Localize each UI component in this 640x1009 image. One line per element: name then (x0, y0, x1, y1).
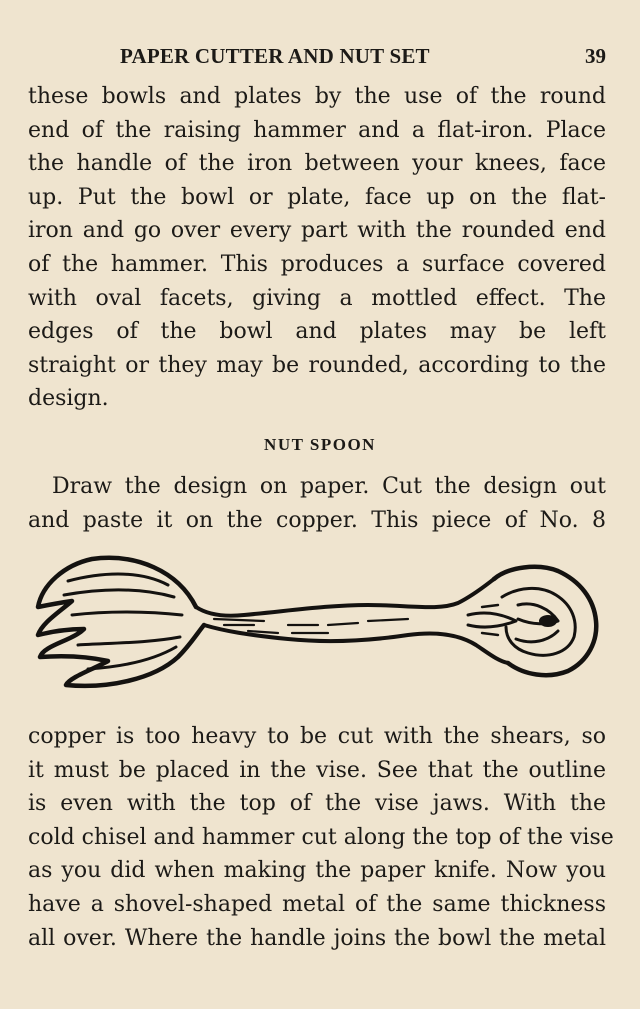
text-line: cold chisel and hammer cut along the top of the vise (28, 824, 614, 850)
text-line: copper is too heavy to be cut with the shears, so (28, 724, 606, 749)
handle-dash (288, 619, 408, 625)
text-line: up. Put the bowl or plate, face up on the flat- (28, 184, 606, 210)
paragraph-cutting-copper (28, 720, 614, 955)
text-line: iron and go over every part with the rounded end (28, 218, 606, 244)
tine-slot (64, 590, 174, 597)
text-line: have a shovel-shaped metal of the same thickness (28, 891, 606, 917)
terminal-petal (468, 613, 516, 627)
handle-dash (248, 631, 328, 633)
terminal-center (539, 615, 557, 627)
section-heading: NUT SPOON (264, 435, 376, 454)
paragraph-bowls-plates (28, 80, 606, 416)
page-number: 39 (585, 44, 606, 68)
text-line: as you did when making the paper knife. Now you (28, 858, 606, 884)
terminal-petal (482, 605, 498, 635)
text-line: the handle of the iron between your knees, face (28, 151, 606, 177)
text-line: of the hammer. This produces a surface covered (28, 251, 606, 277)
tine-slot (68, 574, 168, 585)
text-line: Draw the design on paper. Cut the design out (52, 474, 606, 499)
text-line: and paste it on the copper. This piece of No. 8 (28, 507, 606, 533)
page-header (28, 44, 606, 72)
text-line: all over. Where the handle joins the bowl the metal (28, 925, 606, 951)
text-line: these bowls and plates by the use of the round (28, 84, 606, 109)
text-line: is even with the top of the vise jaws. With the (28, 791, 606, 817)
text-line: edges of the bowl and plates may be left (28, 319, 606, 345)
paragraph-nut-spoon-intro (28, 470, 606, 537)
terminal-petal (516, 631, 558, 642)
text-line: design. (28, 386, 109, 412)
tine-slot (78, 637, 180, 645)
running-head: PAPER CUTTER AND NUT SET (120, 44, 430, 68)
text-line: it must be placed in the vise. See that the outline (28, 757, 606, 783)
text-line: end of the raising hammer and a flat-iron. Place (28, 117, 606, 143)
text-line: with oval facets, giving a mottled effect. The (28, 285, 606, 311)
handle-dash (214, 619, 264, 621)
text-line: straight or they may be rounded, according to the (28, 352, 606, 378)
nut-spoon-illustration (28, 545, 606, 705)
tine-slot (72, 612, 182, 615)
handle-top-line (196, 579, 494, 616)
